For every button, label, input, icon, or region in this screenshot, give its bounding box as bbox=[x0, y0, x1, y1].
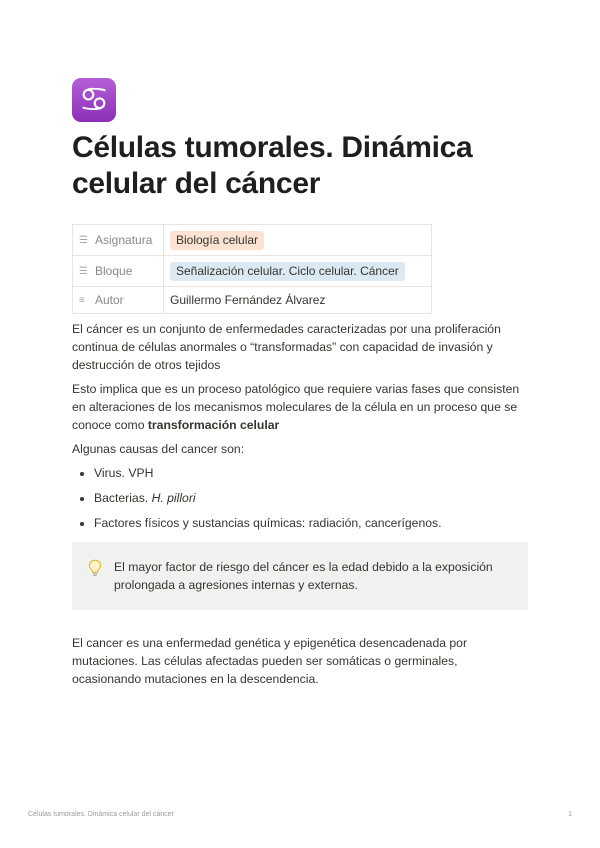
footer-title: Células tumorales. Dinámica celular del cáncer bbox=[28, 811, 174, 818]
list-icon: ☰ bbox=[79, 235, 88, 246]
property-row bbox=[73, 225, 432, 256]
bulleted-list bbox=[72, 464, 528, 532]
list-item-text: Virus. VPH bbox=[94, 466, 154, 480]
property-value bbox=[164, 225, 432, 256]
property-key bbox=[73, 225, 164, 256]
property-row bbox=[73, 256, 432, 287]
property-key-label: Asignatura bbox=[95, 233, 153, 247]
page-title-line2: celular del cáncer bbox=[72, 167, 321, 200]
cancer-zodiac-icon: ♋ bbox=[72, 78, 116, 122]
properties-table bbox=[72, 224, 432, 314]
lightbulb-icon bbox=[88, 559, 114, 582]
list-item-text: Factores físicos y sustancias químicas: radiación, cancerígenos. bbox=[94, 516, 442, 530]
list-item bbox=[94, 514, 528, 532]
property-value: Guillermo Fernández Álvarez bbox=[164, 287, 432, 314]
property-key bbox=[73, 256, 164, 287]
property-key-label: Bloque bbox=[95, 264, 133, 278]
page-footer bbox=[28, 811, 572, 818]
select-tag[interactable]: Biología celular bbox=[170, 231, 264, 250]
bold-text: transformación celular bbox=[147, 418, 280, 432]
paragraph-text: Esto implica que es un proceso patológico que requiere varias fases que consisten en alteraciones de los mecanismos moleculares de la célula en un proceso que se conoce como bbox=[72, 382, 520, 432]
paragraph: El cáncer es un conjunto de enfermedades caracterizadas por una proliferación continua de células anormales o “transformadas” con capacidad de invasión y destrucción de otros tejidos bbox=[72, 322, 501, 372]
property-row bbox=[73, 287, 432, 314]
paragraph: Algunas causas del cancer son: bbox=[72, 442, 245, 456]
paragraph: El cancer es una enfermedad genética y epigenética desencadenada por mutaciones. Las células afectadas pueden ser somáticas o germinales, ocasionando mutaciones en la descendencia. bbox=[72, 636, 468, 686]
page-title-line1: Células tumorales. Dinámica bbox=[72, 131, 473, 164]
list-item bbox=[94, 489, 528, 507]
property-key bbox=[73, 287, 164, 314]
callout-text: El mayor factor de riesgo del cáncer es la edad debido a la exposición prolongada a agresiones internas y externas. bbox=[114, 560, 493, 592]
page-number: 1 bbox=[568, 811, 572, 818]
page-title bbox=[72, 130, 528, 202]
text-lines-icon: ≡ bbox=[79, 295, 85, 306]
property-key-label: Autor bbox=[95, 293, 124, 307]
italic-text: H. pillori bbox=[151, 491, 196, 505]
paragraph bbox=[72, 380, 528, 434]
list-item bbox=[94, 464, 528, 482]
callout bbox=[72, 542, 528, 610]
select-tag[interactable]: Señalización celular. Ciclo celular. Cáncer bbox=[170, 262, 405, 281]
list-item-text: Bacterias. bbox=[94, 491, 152, 505]
list-icon: ☰ bbox=[79, 266, 88, 277]
property-value bbox=[164, 256, 432, 287]
document-page bbox=[72, 78, 528, 688]
